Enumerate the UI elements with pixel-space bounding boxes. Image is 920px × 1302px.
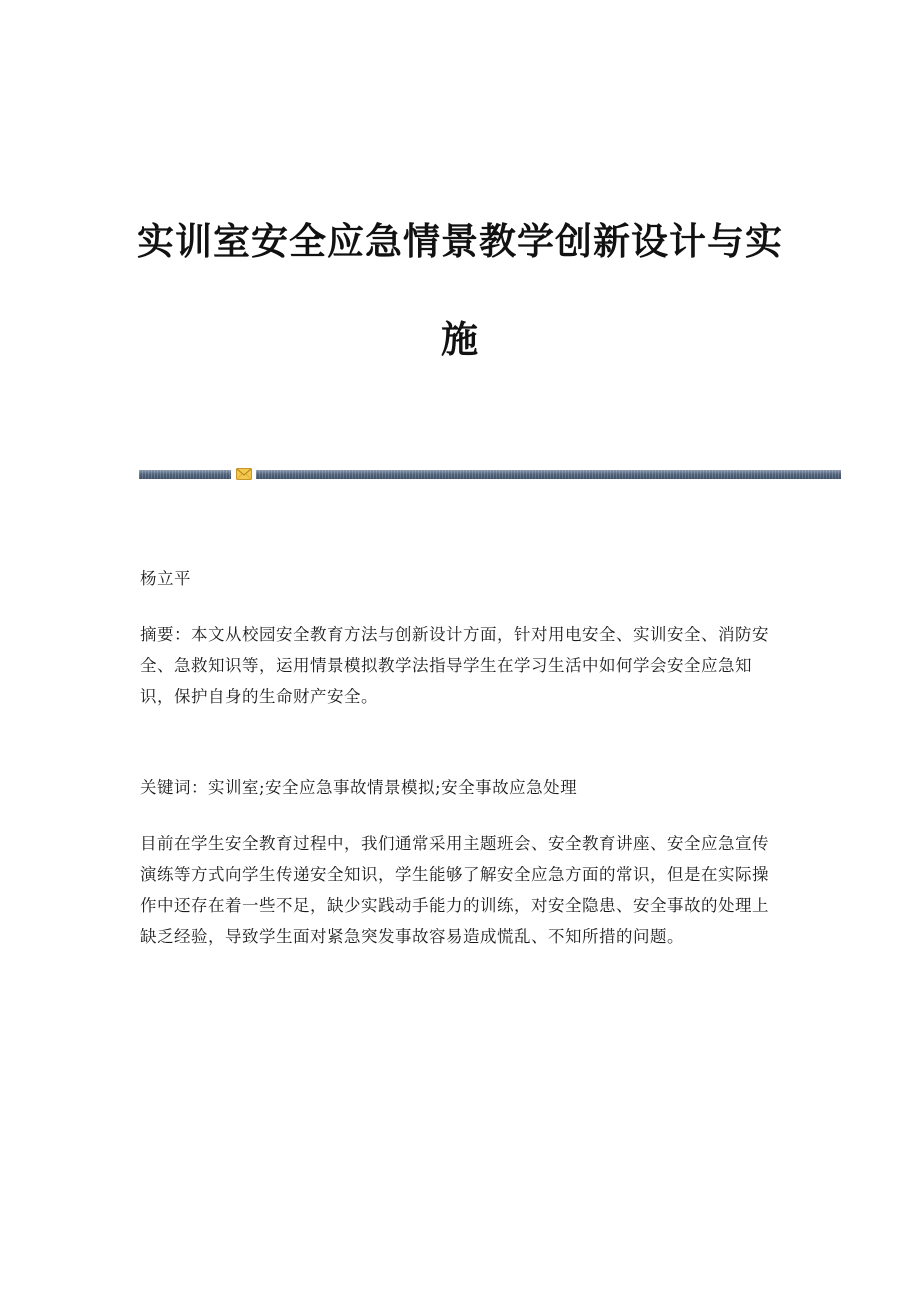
author-name: 杨立平: [140, 569, 191, 588]
abstract-paragraph: 摘要：本文从校园安全教育方法与创新设计方面，针对用电安全、实训安全、消防安全、急救知识等，运用情景模拟教学法指导学生在学习生活中如何学会安全应急知识，保护自身的生命财产安全。: [140, 625, 769, 706]
keywords-line: 关键词：实训室;安全应急事故情景模拟;安全事故应急处理: [140, 778, 578, 797]
title-divider-left: [139, 470, 231, 479]
body-paragraph: 目前在学生安全教育过程中，我们通常采用主题班会、安全教育讲座、安全应急宣传演练等方式向学生传递安全知识，学生能够了解安全应急方面的常识，但是在实际操作中还存在着一些不足，缺少实践动手能力的训练，对安全隐患、安全事故的处理上缺乏经验，导致学生面对紧急突发事故容易造成慌乱、不知所措的问题。: [140, 834, 769, 946]
document-title-line-1: 实训室安全应急情景教学创新设计与实: [137, 220, 783, 263]
document-title-line-2: 施: [441, 318, 479, 361]
title-divider-right: [256, 470, 841, 479]
envelope-icon: [236, 468, 252, 480]
